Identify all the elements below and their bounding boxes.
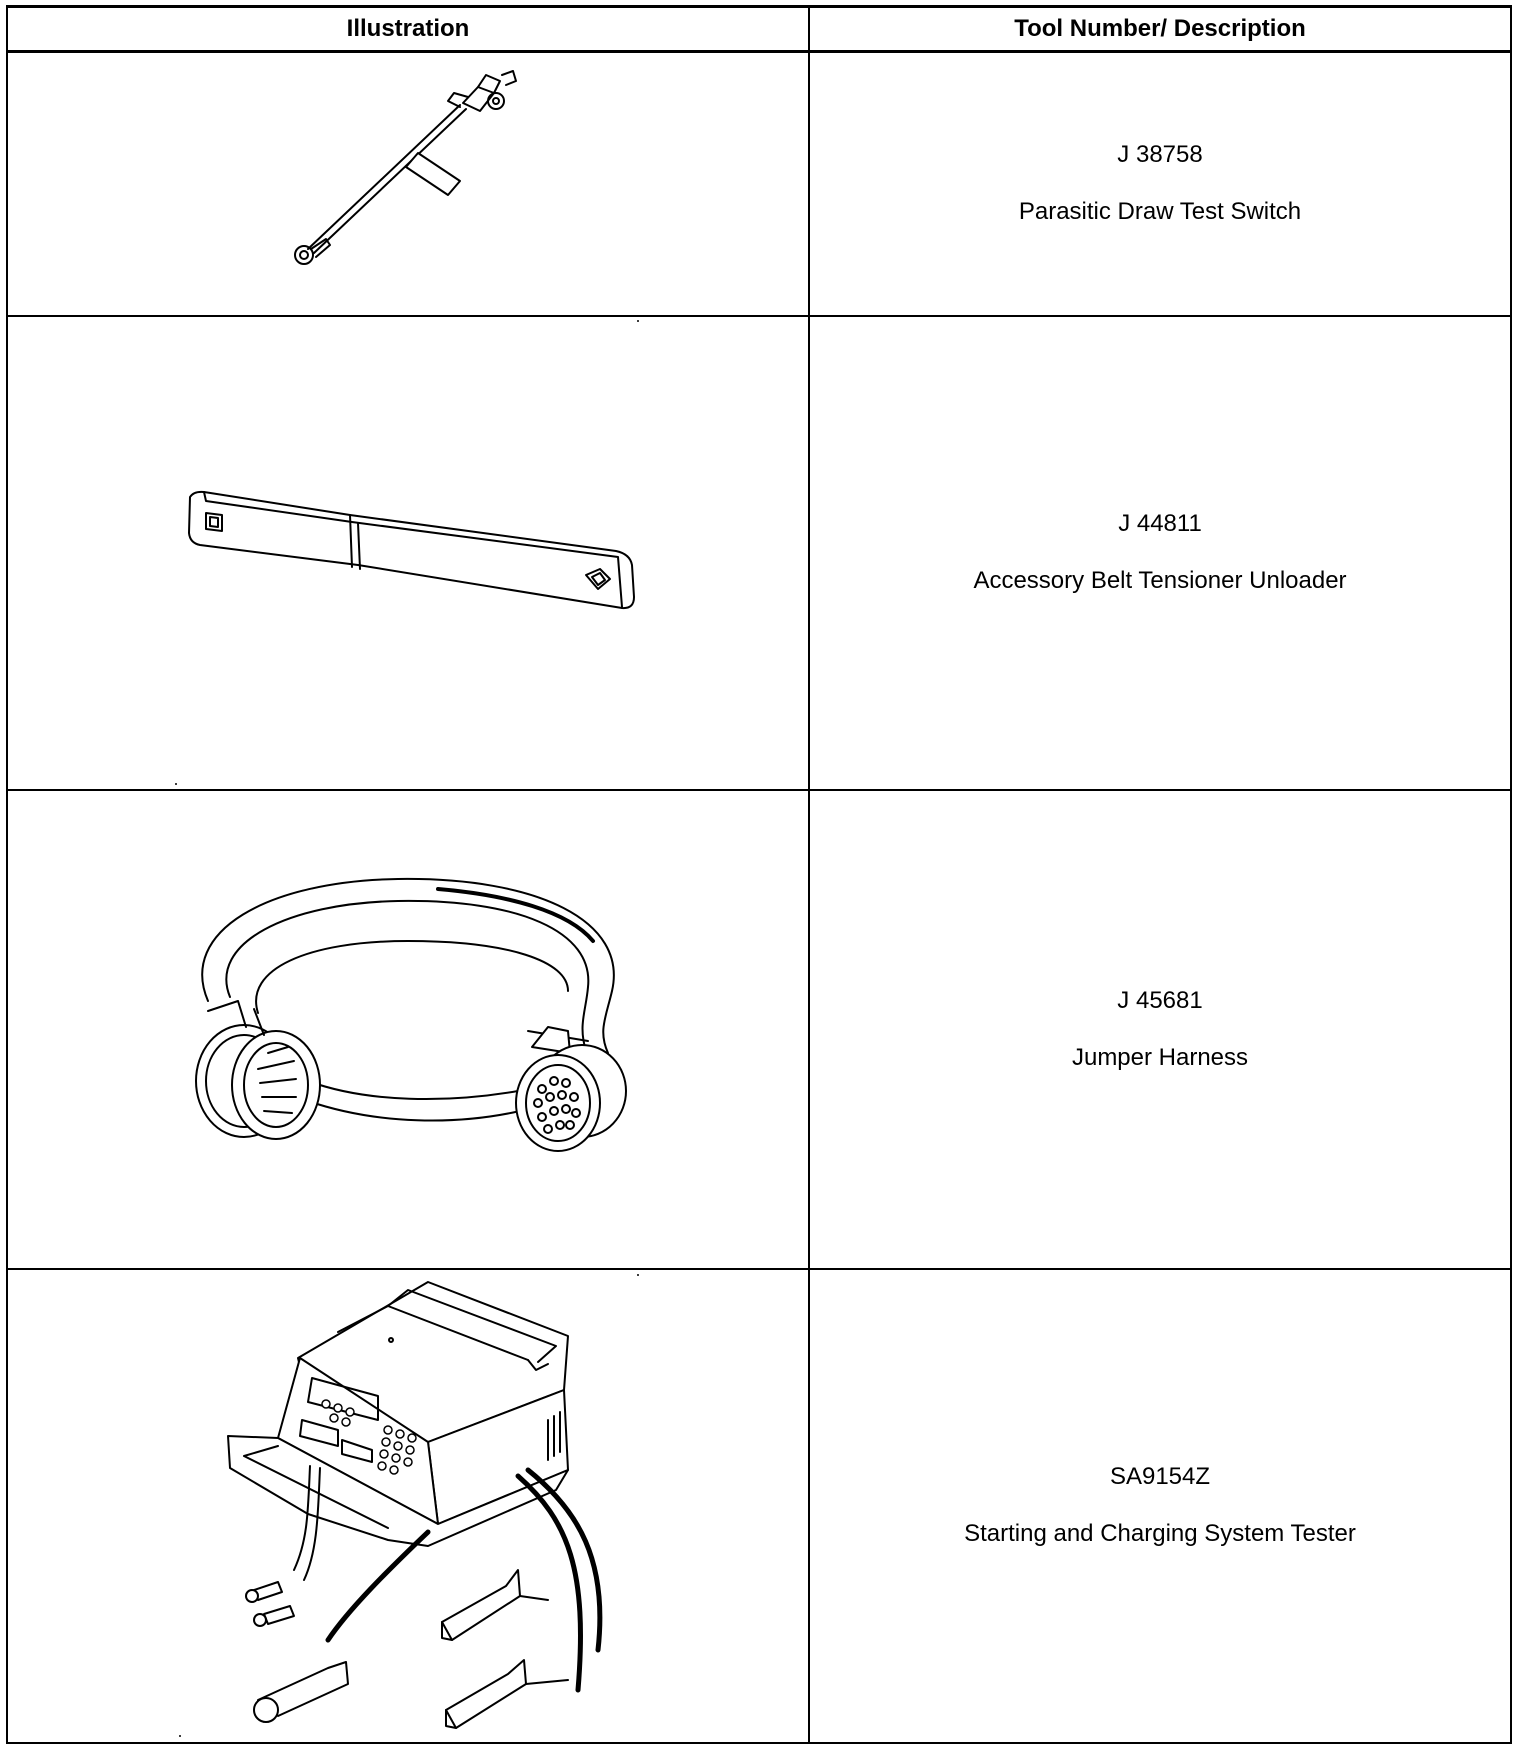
illustration-cell [7, 1269, 809, 1743]
tool-cell [809, 790, 1511, 1269]
header-row [7, 7, 1511, 52]
table-row [7, 316, 1511, 790]
illustration-cell [7, 790, 809, 1269]
belt-tensioner-unloader-drawing [8, 317, 808, 789]
tool-column-header: Tool Number/ Description [809, 7, 1511, 52]
tool-cell [809, 316, 1511, 790]
tool-description: Jumper Harness [1071, 1043, 1249, 1071]
illustration-cell [7, 52, 809, 317]
tool-cell [809, 1269, 1511, 1743]
tool-description: Parasitic Draw Test Switch [1018, 198, 1302, 225]
table-row [7, 1269, 1511, 1743]
tool-cell [809, 52, 1511, 317]
table-row [7, 790, 1511, 1269]
table-row [7, 52, 1511, 317]
tool-description: Accessory Belt Tensioner Unloader [973, 567, 1347, 594]
tool-number: SA9154Z [1109, 1463, 1211, 1491]
jumper-harness-drawing [8, 791, 808, 1268]
tool-number: J 44811 [1118, 510, 1202, 538]
special-tools-table [6, 5, 1512, 1744]
illustration-cell [7, 316, 809, 790]
tool-description: Starting and Charging System Tester [964, 1520, 1356, 1547]
tool-number: J 45681 [1117, 986, 1203, 1014]
parasitic-draw-test-switch-drawing [8, 53, 808, 315]
illustration-column-header: Illustration [7, 7, 809, 52]
tool-number: J 38758 [1117, 141, 1203, 169]
system-tester-drawing [8, 1270, 808, 1742]
